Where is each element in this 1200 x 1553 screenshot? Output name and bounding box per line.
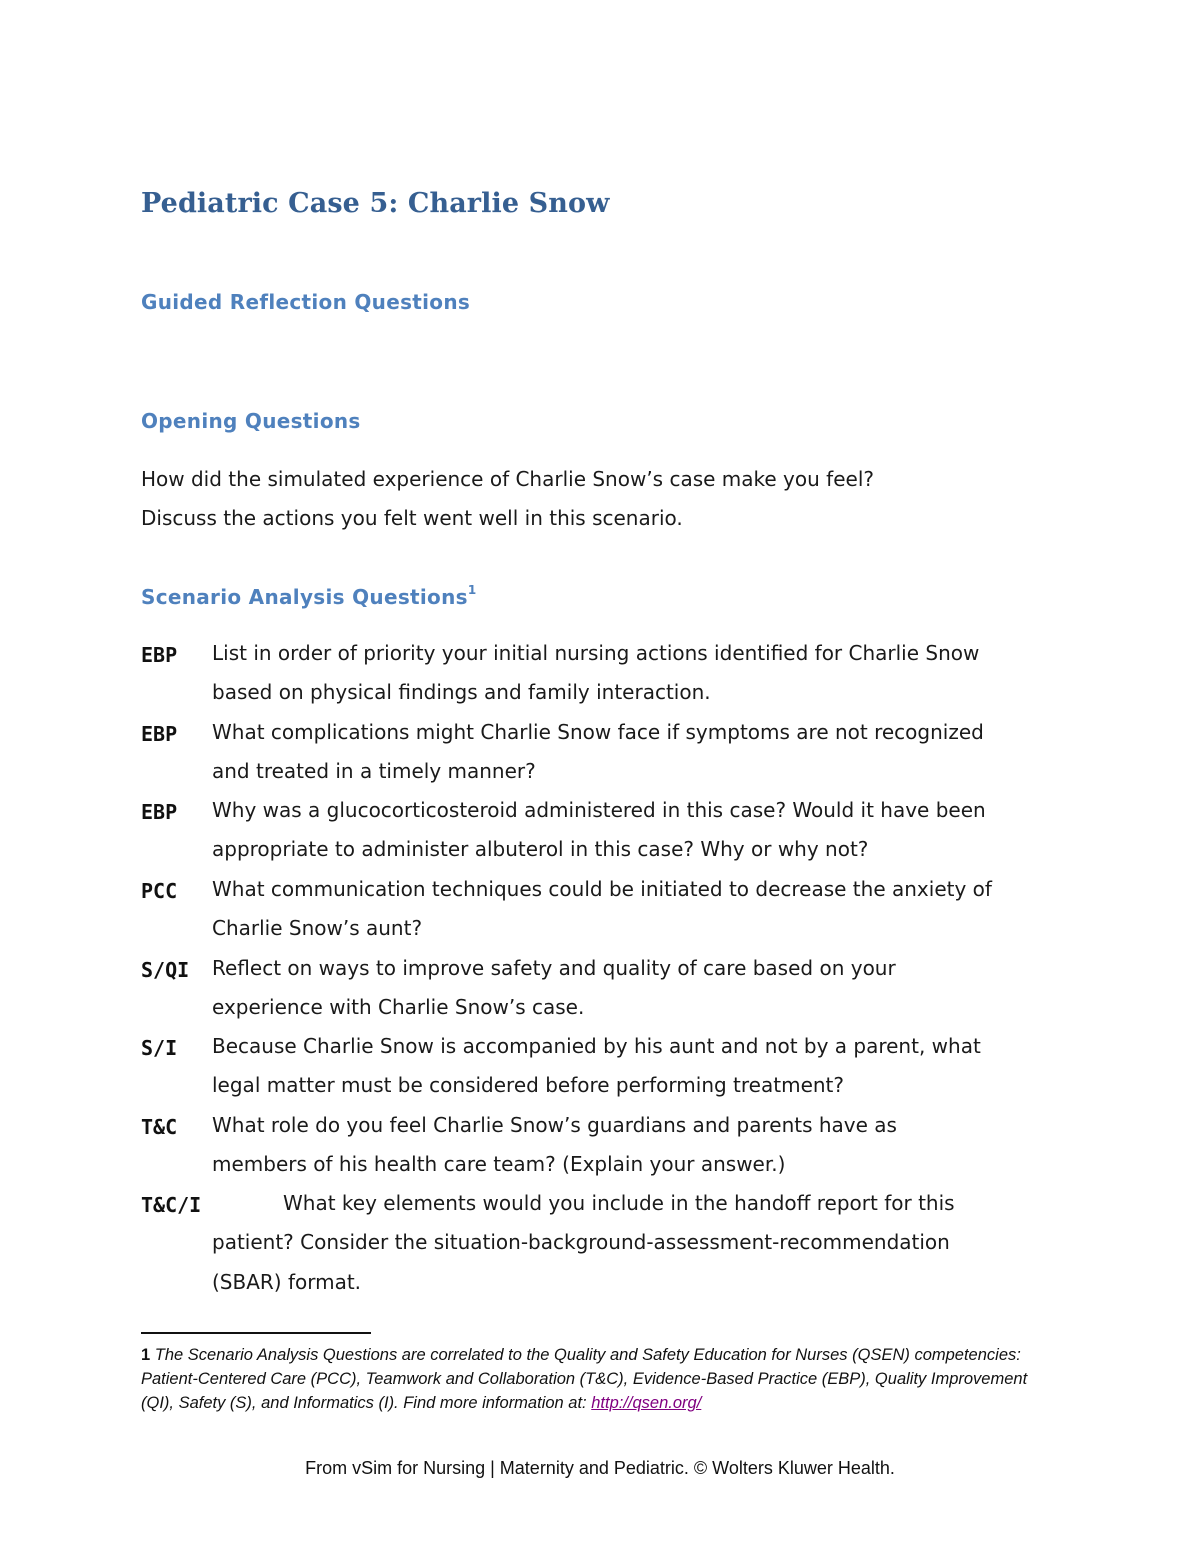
question-line: What key elements would you include in the handoff report for this — [283, 1191, 955, 1215]
opening-question-1: How did the simulated experience of Charlie Snow’s case make you feel? — [141, 467, 874, 491]
opening-question-2: Discuss the actions you felt went well in this scenario. — [141, 506, 683, 530]
question-tag: S/QI — [141, 958, 190, 982]
question-line: based on physical findings and family interaction. — [212, 680, 711, 705]
question-line: Charlie Snow’s aunt? — [212, 916, 423, 941]
footnote-number: 1 — [141, 1346, 151, 1364]
footnote-marker: 1 — [467, 583, 477, 598]
question-line: What role do you feel Charlie Snow’s guardians and parents have as — [212, 1113, 897, 1137]
section-heading-scenario — [141, 585, 476, 609]
question-line: Because Charlie Snow is accompanied by his aunt and not by a parent, what — [212, 1034, 981, 1058]
question-tag: PCC — [141, 879, 178, 903]
question-tag: EBP — [141, 722, 178, 746]
question-tag: S/I — [141, 1036, 178, 1060]
question-line: patient? Consider the situation-background-assessment-recommendation — [212, 1230, 950, 1255]
question-text — [212, 634, 1082, 713]
question-line: and treated in a timely manner? — [212, 759, 536, 784]
question-text — [212, 1027, 1082, 1106]
question-line: appropriate to administer albuterol in this case? Why or why not? — [212, 837, 869, 862]
question-text — [212, 713, 1082, 792]
footnote-text: The Scenario Analysis Questions are correlated to the Quality and Safety Education for Nurses (QSEN) competencies: Patient-Centered Care (PCC), Teamwork and Collaboration (T&C), Evidence-Based Practice (EBP), Quality Improvement (QI), Safety (S), and Informatics (I). Find more information at: — [141, 1346, 1028, 1412]
question-line: experience with Charlie Snow’s case. — [212, 995, 585, 1020]
footnote — [141, 1343, 1061, 1415]
question-tag: T&C/I — [141, 1193, 202, 1217]
question-text — [212, 949, 1082, 1028]
question-line: Why was a glucocorticosteroid administered in this case? Would it have been — [212, 798, 986, 822]
page-title: Pediatric Case 5: Charlie Snow — [141, 188, 610, 219]
question-line: (SBAR) format. — [212, 1269, 362, 1294]
scenario-heading-text: Scenario Analysis Questions — [141, 585, 468, 609]
question-tag: T&C — [141, 1115, 178, 1139]
question-line: What complications might Charlie Snow face if symptoms are not recognized — [212, 720, 984, 744]
question-line: legal matter must be considered before performing treatment? — [212, 1073, 845, 1098]
page-footer: From vSim for Nursing | Maternity and Pediatric. © Wolters Kluwer Health. — [305, 1458, 895, 1478]
section-heading-opening: Opening Questions — [141, 409, 361, 433]
question-text — [212, 791, 1082, 870]
footnote-separator — [141, 1332, 371, 1334]
question-line: members of his health care team? (Explain your answer.) — [212, 1152, 786, 1177]
qsen-link[interactable]: http://qsen.org/ — [591, 1394, 702, 1412]
question-text — [212, 1184, 1082, 1302]
question-line: List in order of priority your initial nursing actions identified for Charlie Snow — [212, 641, 980, 665]
section-heading-guided-reflection: Guided Reflection Questions — [141, 290, 471, 314]
question-text — [212, 1106, 1082, 1185]
question-line: What communication techniques could be initiated to decrease the anxiety of — [212, 877, 992, 901]
question-tag: EBP — [141, 800, 178, 824]
question-text — [212, 870, 1082, 949]
question-line: Reflect on ways to improve safety and quality of care based on your — [212, 956, 896, 980]
question-tag: EBP — [141, 643, 178, 667]
